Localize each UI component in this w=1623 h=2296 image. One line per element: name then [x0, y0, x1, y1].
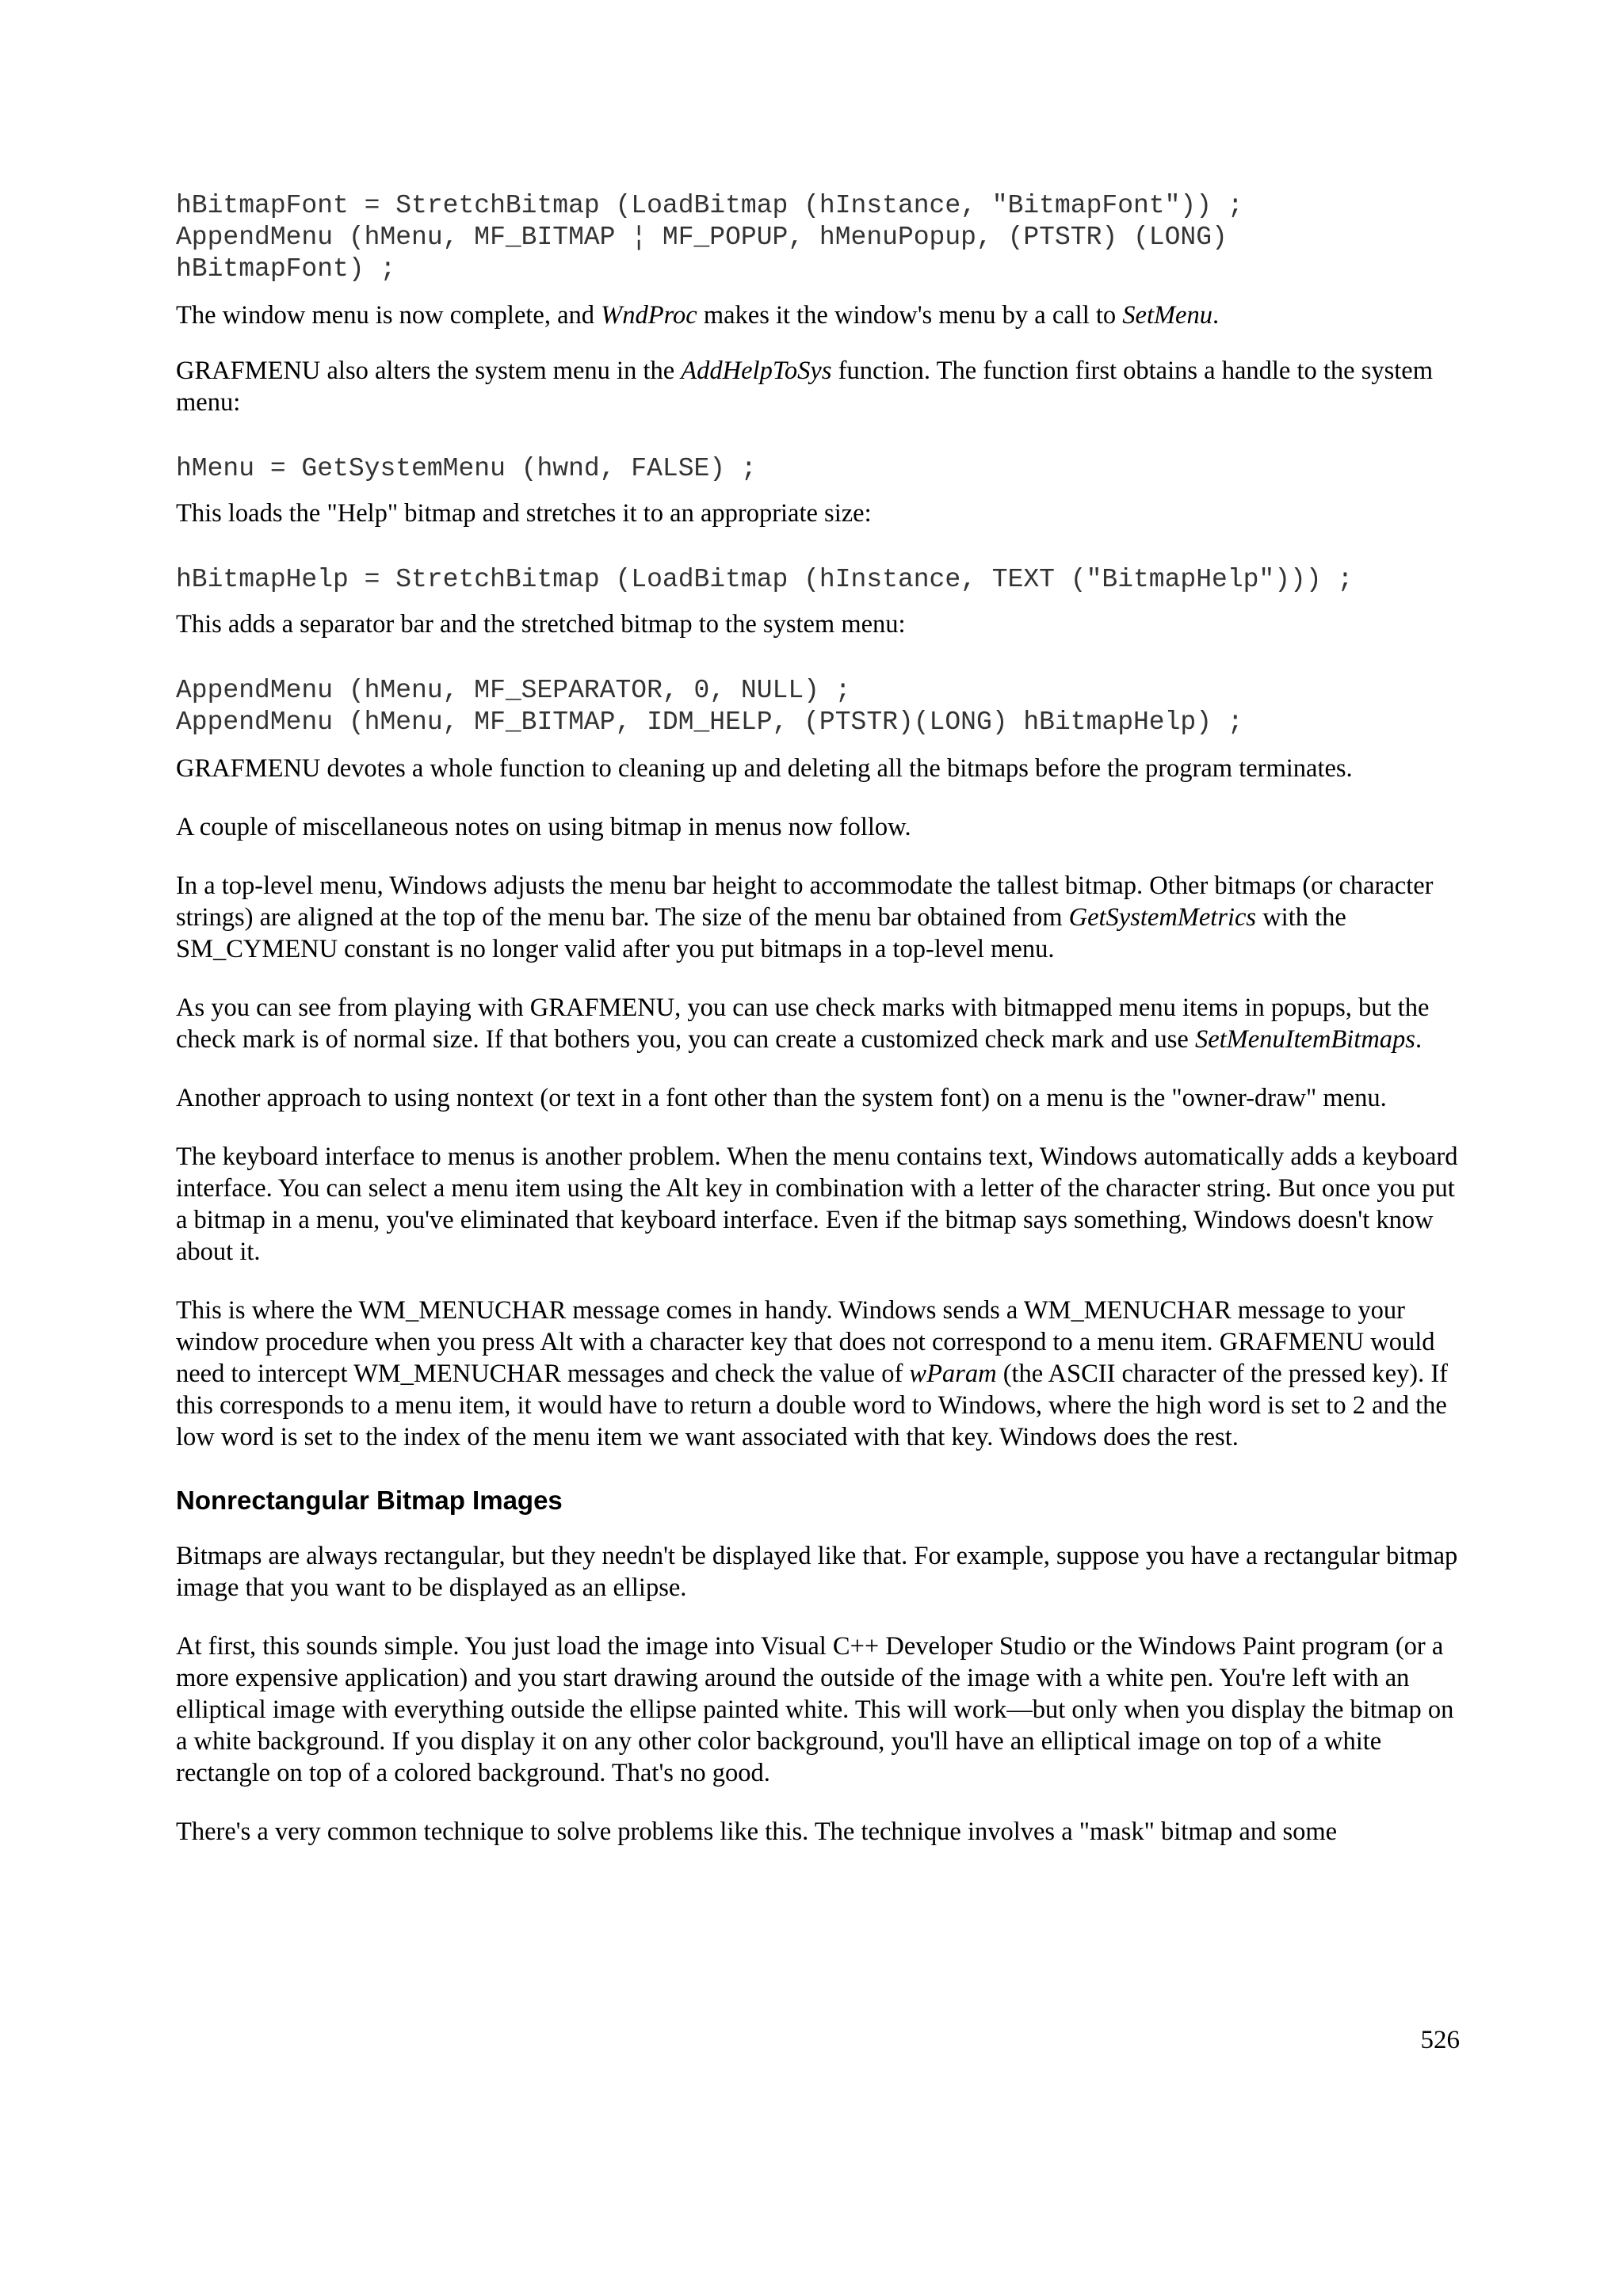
page-number: 526: [1420, 2026, 1460, 2054]
paragraph: This is where the WM_MENUCHAR message comes in handy. Windows sends a WM_MENUCHAR message to your window procedure when you press Alt with a character key that does not correspond to a menu item. GRAFMENU would need to intercept WM_MENUCHAR messages and check the value of wParam (the ASCII character of the pressed key). If this corresponds to a menu item, it would have to return a double word to Windows, where the high word is set to 2 and the low word is set to the index of the menu item we want associated with that key. Windows does the rest.: [176, 1296, 1448, 1451]
paragraph: The keyboard interface to menus is another problem. When the menu contains text, Windows automatically adds a keyboard interface. You can select a menu item using the Alt key in combination with a letter of the character string. But once you put a bitmap in a menu, you've eliminated that keyboard interface. Even if the bitmap says something, Windows doesn't know about it.: [176, 1142, 1458, 1266]
code-line: hBitmapFont) ;: [176, 254, 396, 284]
paragraph: GRAFMENU also alters the system menu in the AddHelpToSys function. The function first obtains a handle to the system menu:: [176, 357, 1433, 417]
code-block: [176, 190, 1460, 285]
code-line: AppendMenu (hMenu, MF_BITMAP ¦ MF_POPUP, hMenuPopup, (PTSTR) (LONG): [176, 223, 1228, 252]
paragraph: A couple of miscellaneous notes on using bitmap in menus now follow.: [176, 813, 911, 841]
code-line: AppendMenu (hMenu, MF_SEPARATOR, 0, NULL) ;: [176, 676, 851, 705]
code-line: hBitmapFont = StretchBitmap (LoadBitmap (hInstance, "BitmapFont")) ;: [176, 191, 1243, 220]
paragraph: At first, this sounds simple. You just load the image into Visual C++ Developer Studio or the Windows Paint program (or a more expensive application) and you start drawing around the outside of the image with a white pen. You're left with an elliptical image with everything outside the ellipse painted white. This will work—but only when you display the bitmap on a white background. If you display it on any other color background, you'll have an elliptical image on top of a white rectangle on top of a colored background. That's no good.: [176, 1632, 1454, 1787]
section-heading: Nonrectangular Bitmap Images: [176, 1486, 563, 1515]
paragraph: In a top-level menu, Windows adjusts the menu bar height to accommodate the tallest bitmap. Other bitmaps (or character strings) are aligned at the top of the menu bar. The size of the menu bar obtained from GetSystemMetrics with the SM_CYMENU constant is no longer valid after you put bitmaps in a top-level menu.: [176, 871, 1434, 963]
paragraph: As you can see from playing with GRAFMENU, you can use check marks with bitmapped menu items in popups, but the check mark is of normal size. If that bothers you, you can create a customized check mark and use SetMenuItemBitmaps.: [176, 994, 1430, 1054]
paragraph: This loads the "Help" bitmap and stretches it to an appropriate size:: [176, 499, 872, 528]
paragraph: The window menu is now complete, and WndProc makes it the window's menu by a call to SetMenu.: [176, 301, 1220, 330]
paragraph: Bitmaps are always rectangular, but they needn't be displayed like that. For example, suppose you have a rectangular bitmap image that you want to be displayed as an ellipse.: [176, 1542, 1458, 1602]
paragraph: Another approach to using nontext (or text in a font other than the system font) on a menu is the "owner-draw" menu.: [176, 1084, 1387, 1112]
paragraph: This adds a separator bar and the stretched bitmap to the system menu:: [176, 610, 906, 639]
code-line: AppendMenu (hMenu, MF_BITMAP, IDM_HELP, (PTSTR)(LONG) hBitmapHelp) ;: [176, 707, 1243, 737]
document-page: [176, 190, 1460, 1848]
code-block: [176, 564, 1460, 596]
code-line: hBitmapHelp = StretchBitmap (LoadBitmap (hInstance, TEXT ("BitmapHelp"))) ;: [176, 565, 1354, 594]
paragraph: GRAFMENU devotes a whole function to cleaning up and deleting all the bitmaps before the program terminates.: [176, 754, 1353, 783]
code-block: [176, 453, 1460, 485]
code-line: hMenu = GetSystemMenu (hwnd, FALSE) ;: [176, 454, 757, 483]
code-block: [176, 675, 1460, 738]
paragraph: There's a very common technique to solve problems like this. The technique involves a "mask" bitmap and some: [176, 1817, 1338, 1846]
